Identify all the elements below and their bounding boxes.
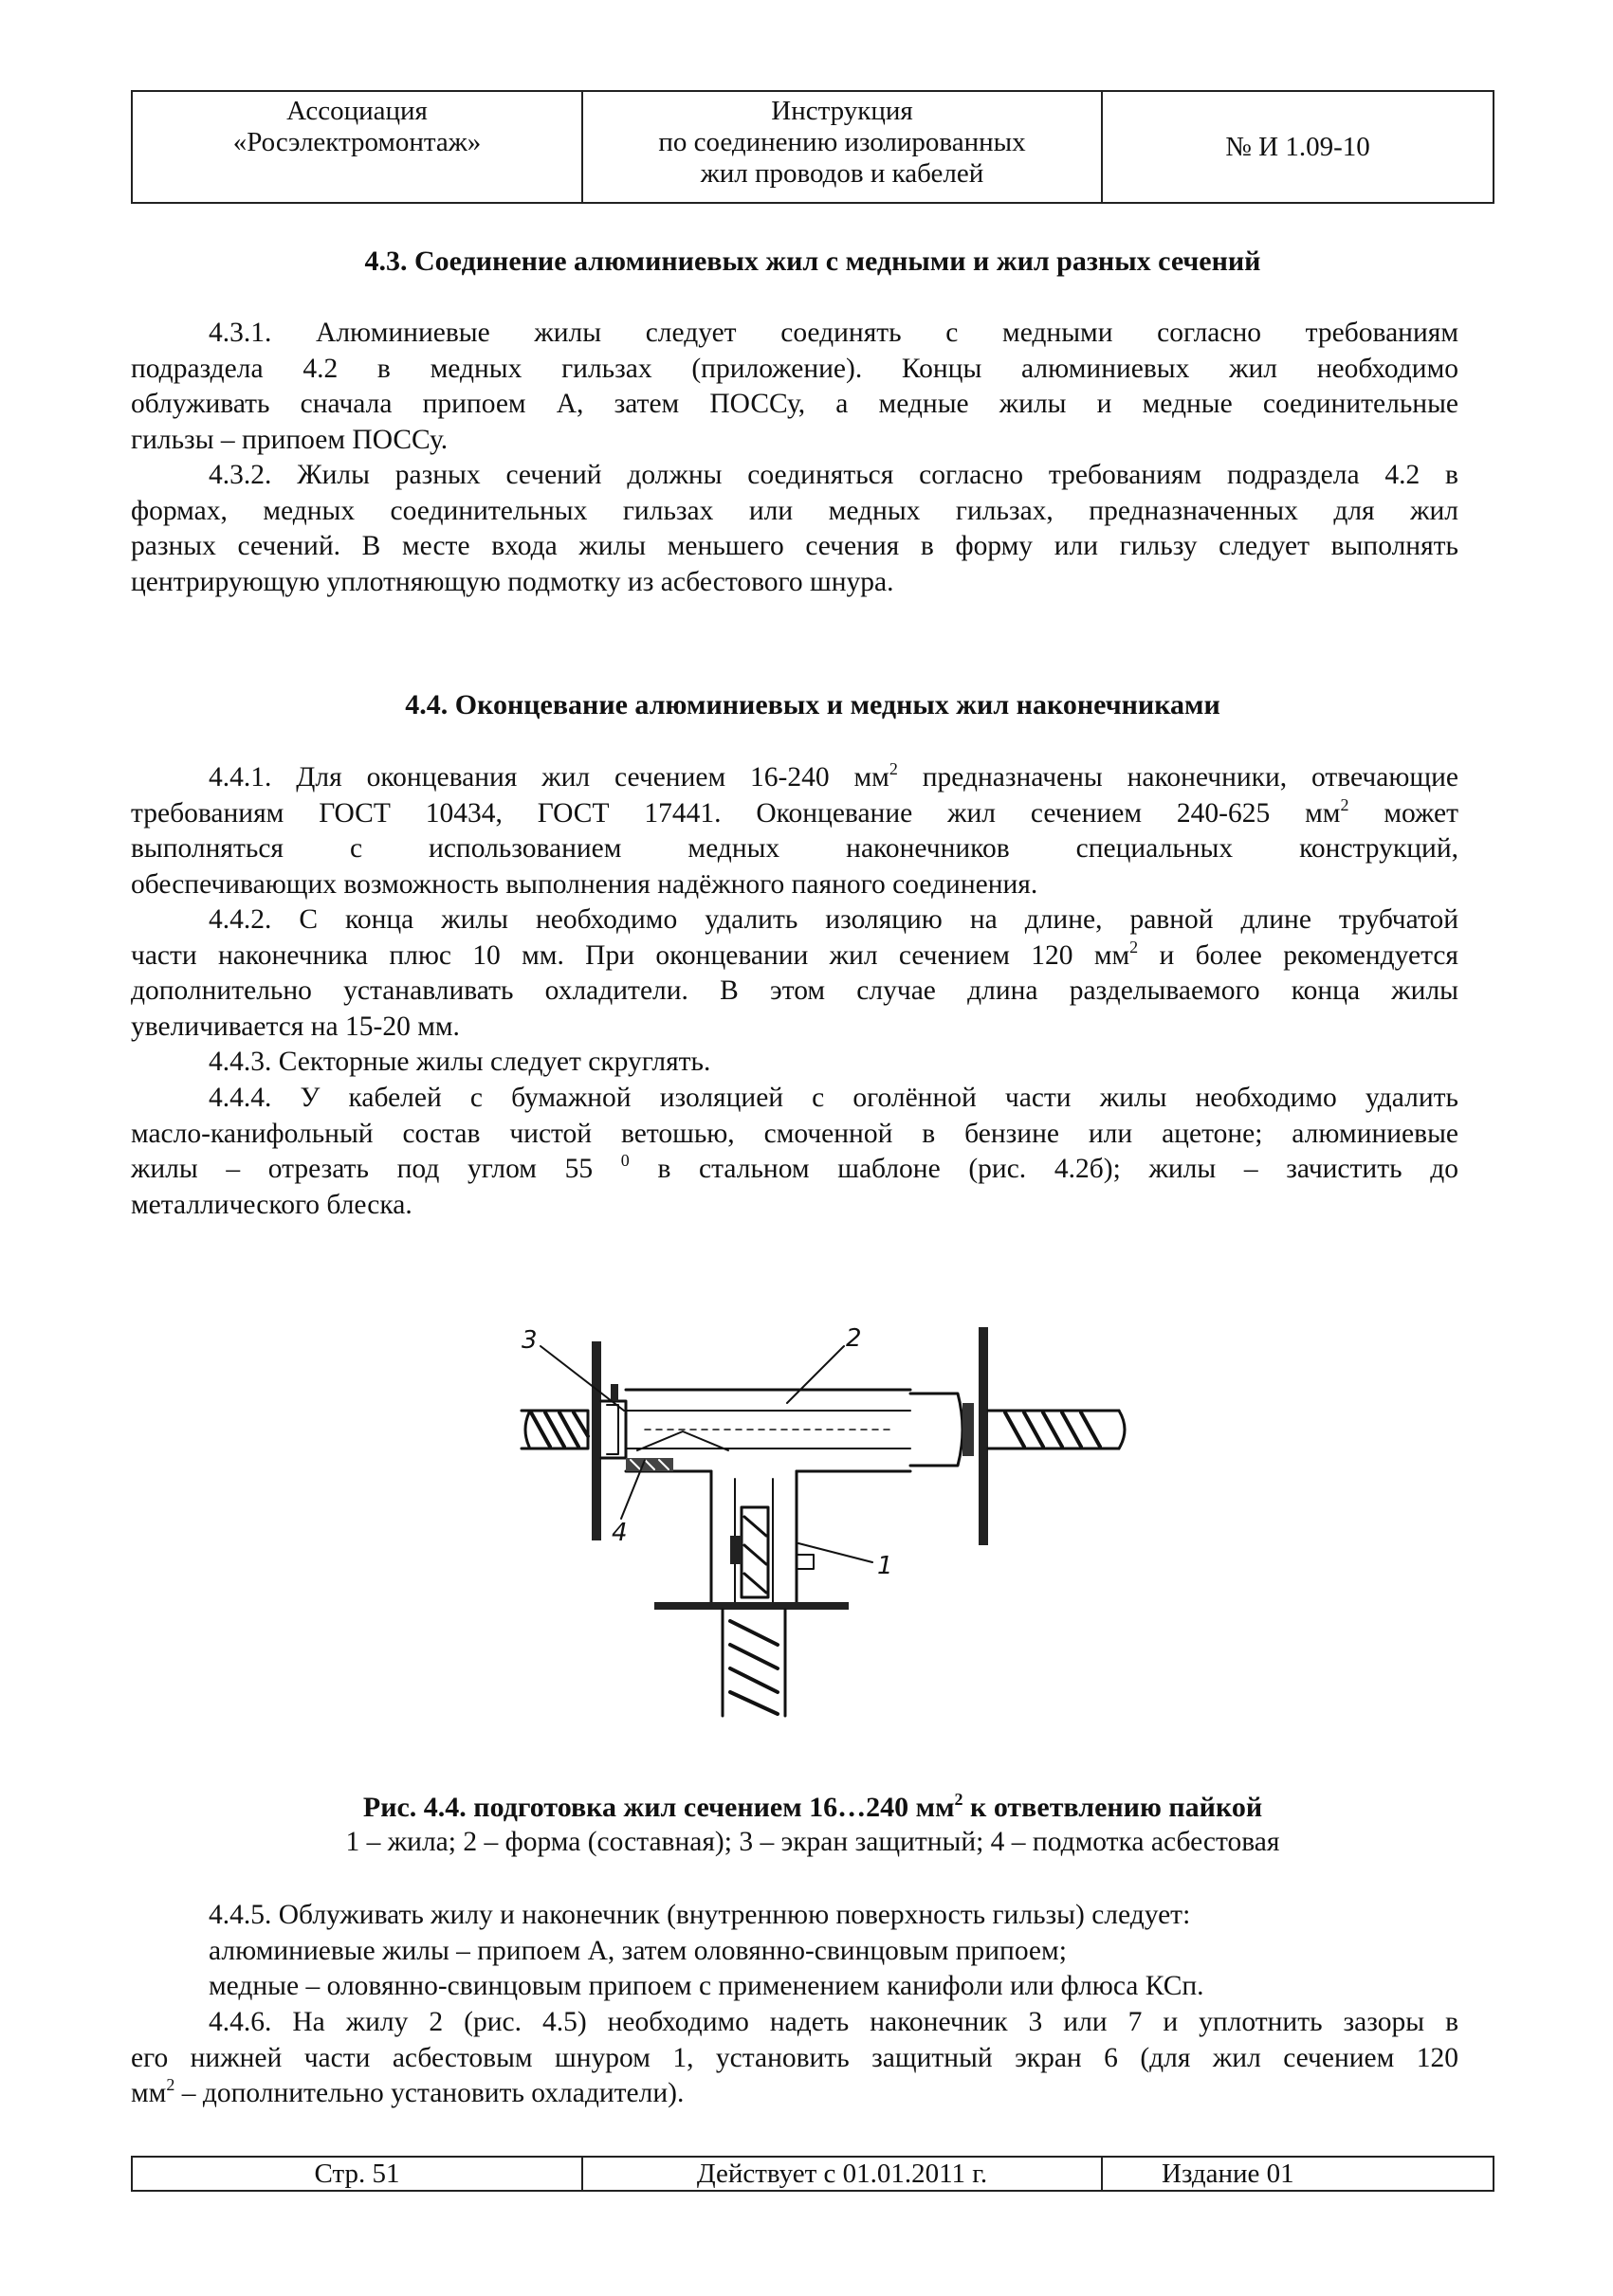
text-line — [131, 1152, 1458, 1188]
text-line: гильзы – припоем ПОССу. — [131, 424, 449, 455]
text-line: дополнительно устанавливать охладители. В этом случае длина разделываемого конца жилы — [131, 975, 1458, 1006]
text-line: 4.3.2. Жилы разных сечений должны соединяться согласно требованиям подраздела 4.2 в — [209, 460, 1458, 490]
org-line-1: Ассоциация — [286, 96, 428, 126]
text-line: 4.4.5. Облуживать жилу и наконечник (внутреннюю поверхность гильзы) следует: — [209, 1900, 1191, 1930]
paragraph-4-4-4 — [131, 1081, 1458, 1223]
text-run: предназначены наконечники, отвечающие — [897, 762, 1458, 793]
superscript: 2 — [166, 2075, 175, 2094]
text-line: формах, медных соединительных гильзах или медных гильзах, предназначенных для жил — [131, 495, 1458, 526]
text-line — [131, 760, 1458, 796]
text-line: выполняться с использованием медных наконечников специальных конструкций, — [131, 833, 1458, 864]
left-cable — [522, 1411, 588, 1449]
title-line-2: по соединению изолированных — [658, 127, 1026, 157]
text-line: металлического блеска. — [131, 1189, 412, 1220]
text-run: жилы – отрезать под углом 55 — [131, 1154, 621, 1184]
text-run: в стальном шаблоне (рис. 4.2б); жилы – зачистить до — [629, 1154, 1458, 1184]
figure-caption-title — [131, 1791, 1494, 1825]
branch-cable — [723, 1610, 785, 1716]
title-line-1: Инструкция — [771, 96, 913, 126]
text-line: 4.4.4. У кабелей с бумажной изоляцией с оголённой части жилы необходимо удалить — [209, 1083, 1458, 1113]
footer-edition: Издание 01 — [1162, 2159, 1294, 2189]
text-line: разных сечений. В месте входа жилы меньшего сечения в форму или гильзу следует выполнять — [131, 531, 1458, 561]
paragraph-4-4-2 — [131, 902, 1458, 1045]
label-1: 1 — [877, 1552, 893, 1580]
doc-number: № И 1.09-10 — [1225, 131, 1370, 162]
paragraph-4-4-6 — [131, 2005, 1458, 2112]
text-line: медные – оловянно-свинцовым припоем с применением канифоли или флюса КСп. — [209, 1971, 1204, 2001]
title-line-3: жил проводов и кабелей — [700, 158, 984, 189]
document-header-table — [131, 90, 1494, 204]
right-sleeve — [910, 1394, 974, 1466]
text-run: может — [1348, 797, 1458, 829]
text-line: 4.4.6. На жилу 2 (рис. 4.5) необходимо надеть наконечник 3 или 7 и уплотнить зазоры в — [209, 2007, 1458, 2037]
branch-body — [711, 1471, 814, 1602]
asbestos-wrap — [626, 1458, 673, 1471]
text-run: Рис. 4.4. подготовка жил сечением 16…240 мм — [362, 1792, 955, 1823]
paragraph-4-3-1 — [131, 316, 1458, 458]
text-line — [131, 2076, 1458, 2112]
text-run: части наконечника плюс 10 мм. При оконцевании жил сечением 120 мм — [131, 939, 1130, 971]
footer-effective-date: Действует с 01.01.2011 г. — [583, 2158, 1103, 2190]
text-line: 4.4.2. С конца жилы необходимо удалить изоляцию на длине, равной длине трубчатой — [209, 904, 1458, 935]
paragraph-4-3-2 — [131, 458, 1458, 600]
superscript: 2 — [1129, 937, 1139, 957]
right-cable — [988, 1411, 1125, 1449]
branch-shield-plate — [654, 1602, 849, 1610]
footer-page-number: Стр. 51 — [133, 2158, 583, 2190]
text-run: мм — [131, 2078, 167, 2108]
label-4: 4 — [612, 1519, 628, 1547]
header-organization — [133, 92, 583, 202]
text-line: увеличивается на 15-20 мм. — [131, 1011, 460, 1042]
section-4-4-heading: 4.4. Оконцевание алюминиевых и медных жил наконечниками — [405, 689, 1220, 720]
figure-caption-legend: 1 – жила; 2 – форма (составная); 3 – экран защитный; 4 – подмотка асбестовая — [345, 1827, 1280, 1857]
text-line: 4.3.1. Алюминиевые жилы следует соединять с медными согласно требованиям — [209, 318, 1458, 348]
label-2: 2 — [846, 1324, 862, 1353]
document-footer-table — [131, 2156, 1494, 2192]
header-document-title — [583, 92, 1103, 202]
text-run: 4.4.1. Для оконцевания жил сечением 16-240 мм — [209, 762, 889, 793]
text-line: облуживать сначала припоем А, затем ПОССу, а медные жилы и медные соединительные — [131, 389, 1458, 419]
text-run: к ответвлению пайкой — [962, 1792, 1263, 1823]
text-line — [131, 796, 1458, 832]
header-document-number — [1103, 92, 1493, 202]
text-run: и более рекомендуется — [1138, 939, 1458, 971]
text-line — [131, 938, 1458, 975]
paragraph-4-4-3 — [131, 1045, 1458, 1081]
superscript: 2 — [954, 1790, 963, 1809]
paragraph-4-4-1 — [131, 760, 1458, 902]
org-line-2: «Росэлектромонтаж» — [232, 127, 482, 157]
text-run: требованиям ГОСТ 10434, ГОСТ 17441. Оконцевание жил сечением 240-625 мм — [131, 797, 1341, 829]
paragraph-4-4-5 — [131, 1898, 1458, 2005]
right-shield-plate — [979, 1327, 988, 1545]
label-3: 3 — [522, 1326, 538, 1355]
figure-4-4-drawing — [512, 1318, 1138, 1744]
leader-lines — [541, 1346, 872, 1562]
text-line: обеспечивающих возможность выполнения надёжного паяного соединения. — [131, 868, 1038, 900]
text-line: алюминиевые жилы – припоем А, затем оловянно-свинцовым припоем; — [209, 1935, 1067, 1966]
left-shield-plate — [592, 1341, 601, 1540]
text-line: его нижней части асбестовым шнуром 1, установить защитный экран 6 (для жил сечением 120 — [131, 2042, 1458, 2073]
superscript: 0 — [620, 1151, 630, 1170]
superscript: 2 — [1340, 794, 1349, 814]
text-line: масло-канифольный состав чистой ветошью, смоченной в бензине или ацетоне; алюминиевые — [131, 1118, 1458, 1149]
text-line: центрирующую уплотняющую подмотку из асбестового шнура. — [131, 566, 894, 597]
text-line: подраздела 4.2 в медных гильзах (приложение). Концы алюминиевых жил необходимо — [131, 353, 1458, 384]
superscript: 2 — [889, 759, 898, 778]
text-run: – дополнительно установить охладители). — [174, 2078, 685, 2108]
text-line: 4.4.3. Секторные жилы следует скруглять. — [209, 1047, 711, 1077]
section-4-3-heading: 4.3. Соединение алюминиевых жил с медными и жил разных сечений — [364, 246, 1261, 277]
